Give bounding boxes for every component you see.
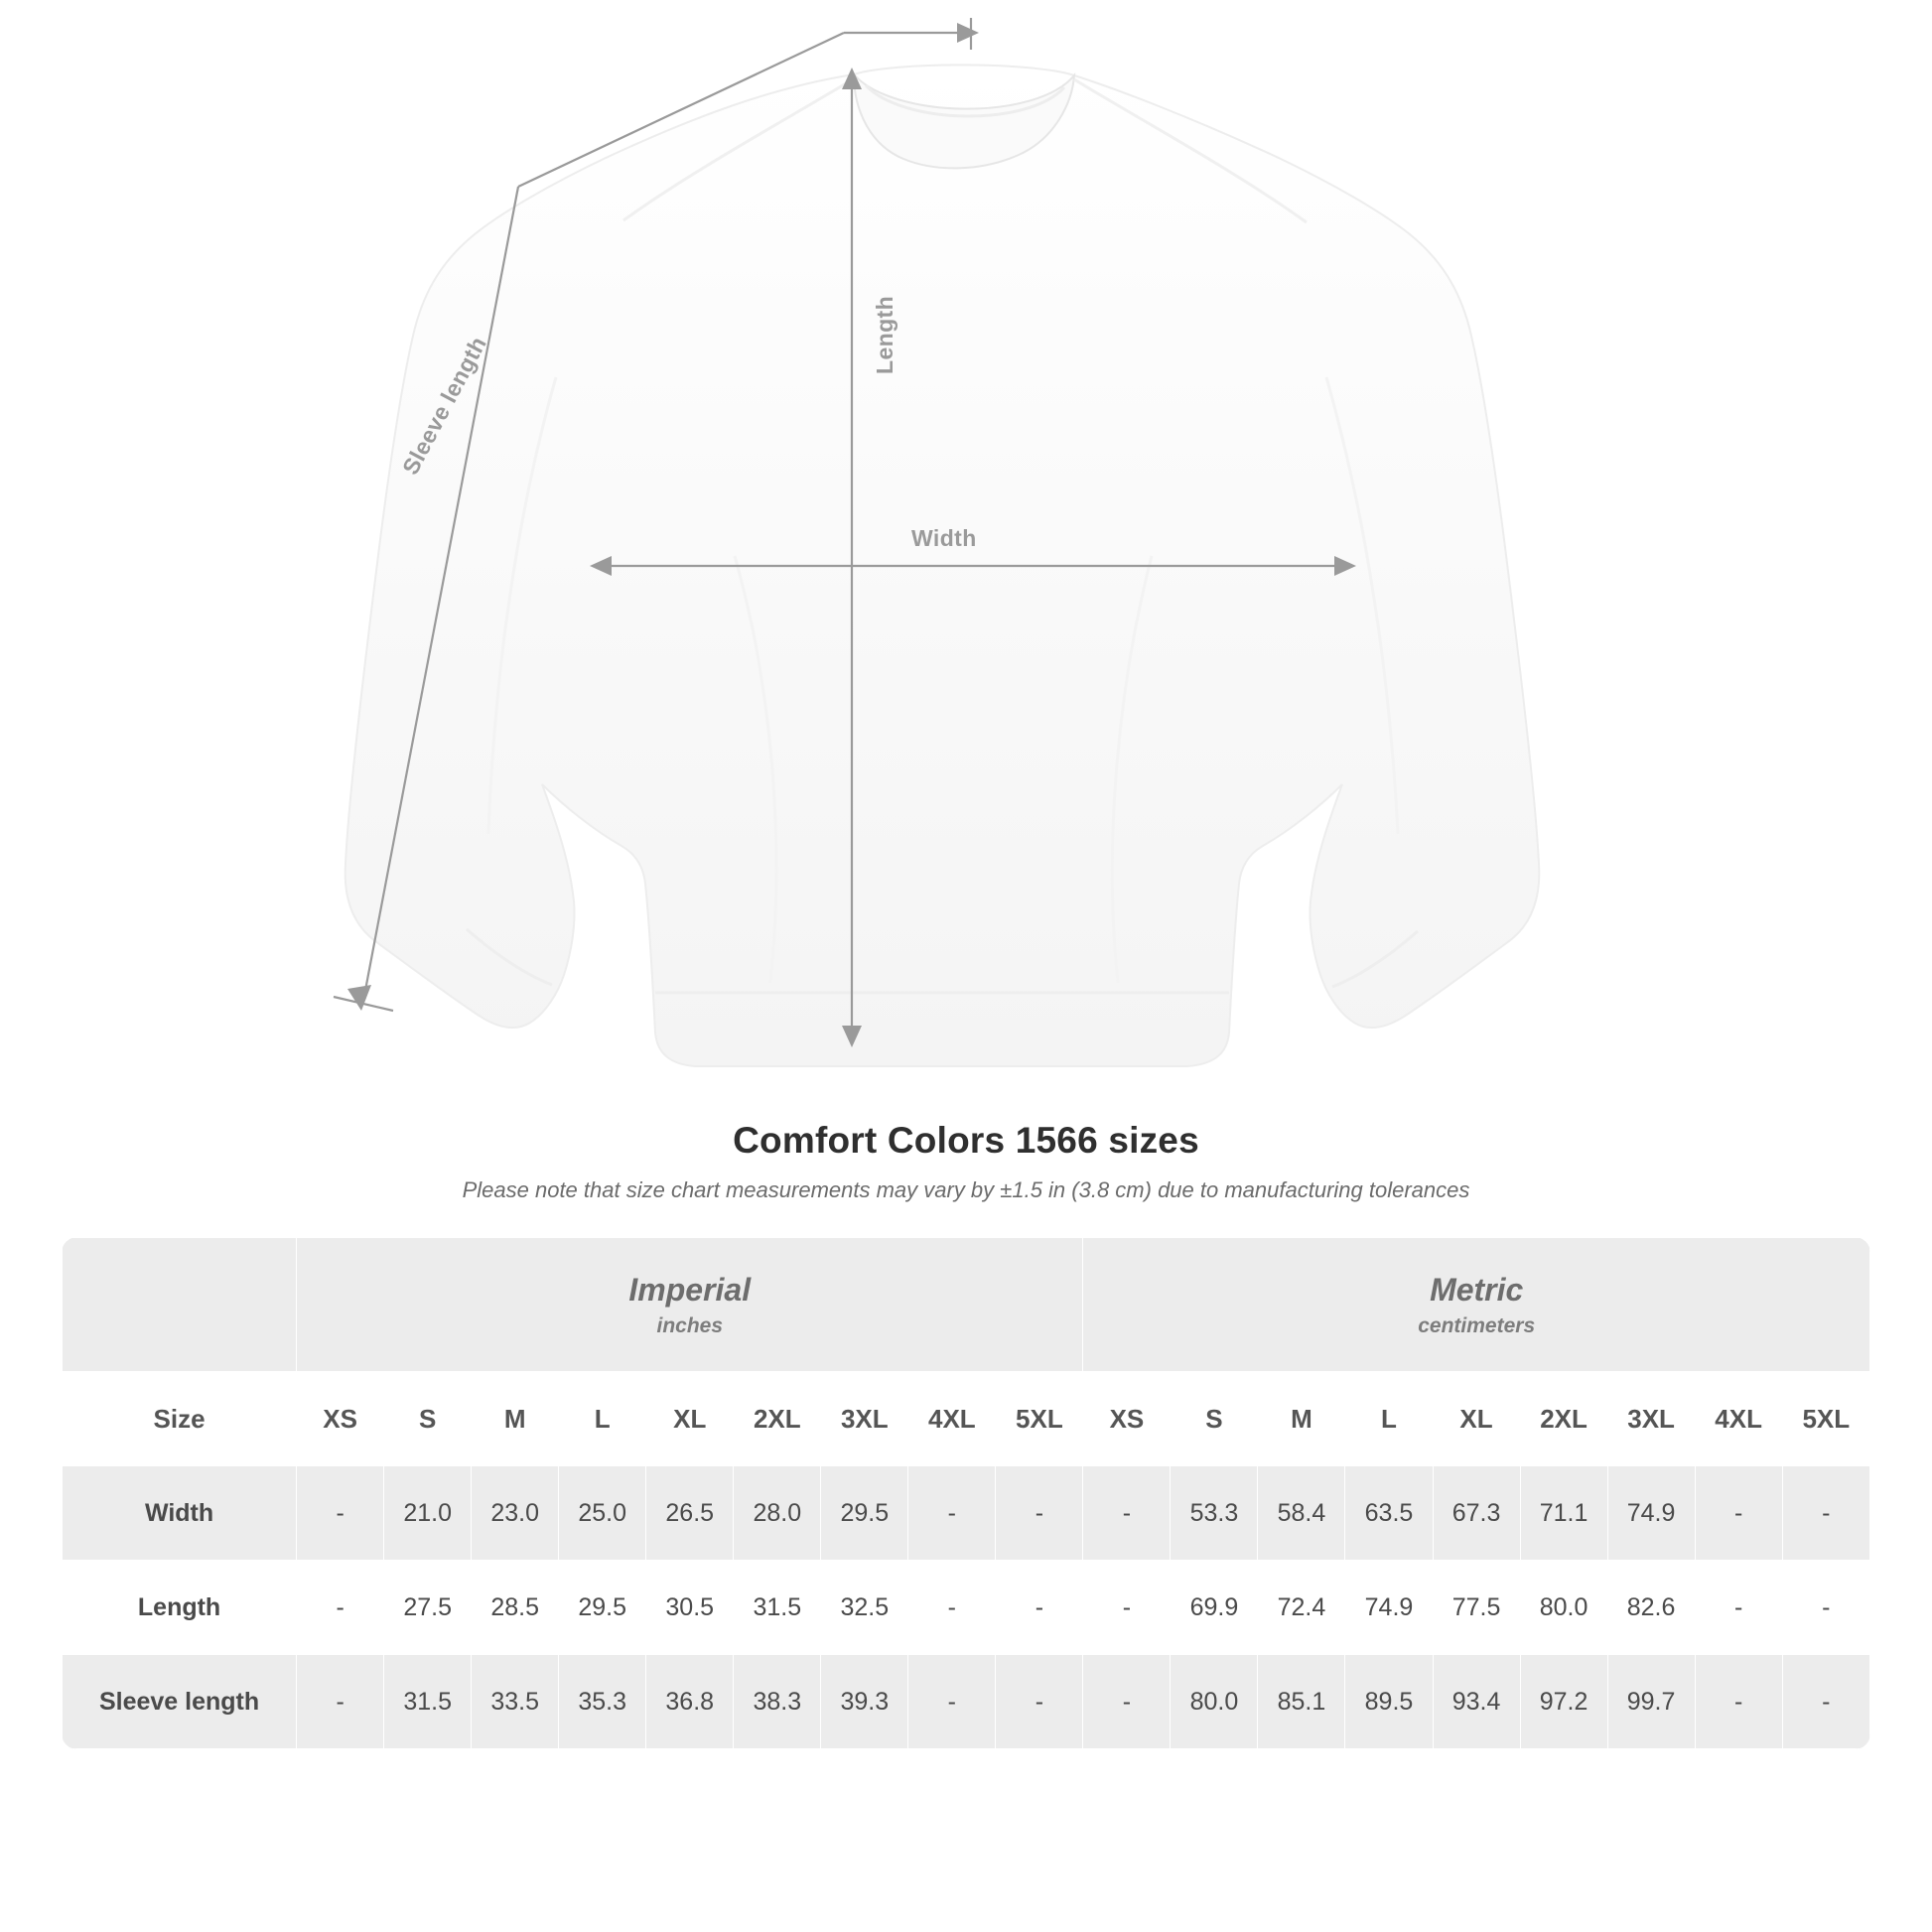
column-header-imperial-m: M	[472, 1372, 559, 1466]
cell-sleeve-metric-xl: 93.4	[1433, 1655, 1520, 1749]
cell-sleeve-metric-3xl: 99.7	[1607, 1655, 1695, 1749]
size-header-row	[63, 1372, 1870, 1466]
column-header-imperial-xs: XS	[297, 1372, 384, 1466]
cell-width-metric-5xl: -	[1782, 1466, 1869, 1561]
cell-width-metric-3xl: 74.9	[1607, 1466, 1695, 1561]
column-header-metric-xl: XL	[1433, 1372, 1520, 1466]
unit-header-row	[63, 1238, 1870, 1372]
cell-length-metric-xs: -	[1083, 1561, 1171, 1655]
table-row	[63, 1655, 1870, 1749]
cell-length-imperial-xs: -	[297, 1561, 384, 1655]
cell-width-imperial-xs: -	[297, 1466, 384, 1561]
column-header-metric-3xl: 3XL	[1607, 1372, 1695, 1466]
row-label-sleeve-length: Sleeve length	[63, 1655, 297, 1749]
column-header-metric-m: M	[1258, 1372, 1345, 1466]
width-dimension-label: Width	[911, 525, 977, 551]
cell-length-metric-m: 72.4	[1258, 1561, 1345, 1655]
cell-width-imperial-3xl: 29.5	[821, 1466, 908, 1561]
cell-width-metric-2xl: 71.1	[1520, 1466, 1607, 1561]
unit-sub-imperial: inches	[656, 1313, 724, 1337]
cell-width-imperial-s: 21.0	[384, 1466, 472, 1561]
column-header-size: Size	[63, 1372, 297, 1466]
cell-width-imperial-4xl: -	[908, 1466, 996, 1561]
column-header-imperial-s: S	[384, 1372, 472, 1466]
column-header-imperial-l: L	[559, 1372, 646, 1466]
cell-width-imperial-5xl: -	[996, 1466, 1083, 1561]
column-header-metric-s: S	[1171, 1372, 1258, 1466]
size-table-wrapper	[62, 1237, 1870, 1749]
cell-sleeve-imperial-4xl: -	[908, 1655, 996, 1749]
cell-sleeve-imperial-xl: 36.8	[646, 1655, 734, 1749]
cell-sleeve-metric-s: 80.0	[1171, 1655, 1258, 1749]
cell-sleeve-imperial-l: 35.3	[559, 1655, 646, 1749]
unit-header-imperial	[297, 1238, 1083, 1372]
column-header-metric-4xl: 4XL	[1695, 1372, 1782, 1466]
cell-sleeve-metric-xs: -	[1083, 1655, 1171, 1749]
cell-sleeve-metric-l: 89.5	[1345, 1655, 1433, 1749]
tolerance-note: Please note that size chart measurements may vary by ±1.5 in (3.8 cm) due to manufacturing tolerances	[462, 1177, 1470, 1202]
cell-sleeve-imperial-3xl: 39.3	[821, 1655, 908, 1749]
cell-length-imperial-s: 27.5	[384, 1561, 472, 1655]
cell-sleeve-imperial-m: 33.5	[472, 1655, 559, 1749]
cell-width-metric-xl: 67.3	[1433, 1466, 1520, 1561]
column-header-imperial-5xl: 5XL	[996, 1372, 1083, 1466]
cell-sleeve-metric-2xl: 97.2	[1520, 1655, 1607, 1749]
cell-length-imperial-xl: 30.5	[646, 1561, 734, 1655]
column-header-metric-2xl: 2XL	[1520, 1372, 1607, 1466]
cell-length-metric-l: 74.9	[1345, 1561, 1433, 1655]
column-header-imperial-4xl: 4XL	[908, 1372, 996, 1466]
table-row	[63, 1466, 1870, 1561]
cell-length-metric-5xl: -	[1782, 1561, 1869, 1655]
length-dimension-label: Length	[872, 295, 897, 374]
column-header-metric-5xl: 5XL	[1782, 1372, 1869, 1466]
cell-length-metric-3xl: 82.6	[1607, 1561, 1695, 1655]
unit-sub-metric: centimeters	[1418, 1313, 1536, 1337]
cell-length-metric-2xl: 80.0	[1520, 1561, 1607, 1655]
cell-width-imperial-l: 25.0	[559, 1466, 646, 1561]
table-row	[63, 1561, 1870, 1655]
column-header-imperial-xl: XL	[646, 1372, 734, 1466]
cell-length-imperial-l: 29.5	[559, 1561, 646, 1655]
cell-width-imperial-m: 23.0	[472, 1466, 559, 1561]
cell-width-imperial-xl: 26.5	[646, 1466, 734, 1561]
cell-width-metric-l: 63.5	[1345, 1466, 1433, 1561]
column-header-imperial-3xl: 3XL	[821, 1372, 908, 1466]
page-title: Comfort Colors 1566 sizes	[733, 1120, 1199, 1161]
cell-length-metric-xl: 77.5	[1433, 1561, 1520, 1655]
cell-sleeve-imperial-s: 31.5	[384, 1655, 472, 1749]
cell-sleeve-metric-4xl: -	[1695, 1655, 1782, 1749]
unit-name-metric: Metric	[1430, 1271, 1524, 1308]
cell-length-imperial-5xl: -	[996, 1561, 1083, 1655]
cell-length-imperial-m: 28.5	[472, 1561, 559, 1655]
cell-length-metric-4xl: -	[1695, 1561, 1782, 1655]
cell-width-metric-m: 58.4	[1258, 1466, 1345, 1561]
column-header-metric-l: L	[1345, 1372, 1433, 1466]
size-table	[62, 1237, 1870, 1749]
cell-sleeve-metric-m: 85.1	[1258, 1655, 1345, 1749]
cell-sleeve-metric-5xl: -	[1782, 1655, 1869, 1749]
cell-length-imperial-2xl: 31.5	[734, 1561, 821, 1655]
column-header-imperial-2xl: 2XL	[734, 1372, 821, 1466]
unit-corner-cell	[63, 1238, 297, 1372]
cell-width-imperial-2xl: 28.0	[734, 1466, 821, 1561]
cell-width-metric-xs: -	[1083, 1466, 1171, 1561]
unit-header-metric	[1083, 1238, 1870, 1372]
cell-width-metric-4xl: -	[1695, 1466, 1782, 1561]
row-label-width: Width	[63, 1466, 297, 1561]
cell-width-metric-s: 53.3	[1171, 1466, 1258, 1561]
cell-length-metric-s: 69.9	[1171, 1561, 1258, 1655]
cell-sleeve-imperial-5xl: -	[996, 1655, 1083, 1749]
title-block	[0, 1120, 1932, 1203]
sleeve-length-dimension-label: Sleeve length	[397, 332, 492, 480]
cell-sleeve-imperial-xs: -	[297, 1655, 384, 1749]
unit-name-imperial: Imperial	[628, 1271, 752, 1308]
cell-length-imperial-4xl: -	[908, 1561, 996, 1655]
cell-sleeve-imperial-2xl: 38.3	[734, 1655, 821, 1749]
row-label-length: Length	[63, 1561, 297, 1655]
column-header-metric-xs: XS	[1083, 1372, 1171, 1466]
cell-length-imperial-3xl: 32.5	[821, 1561, 908, 1655]
